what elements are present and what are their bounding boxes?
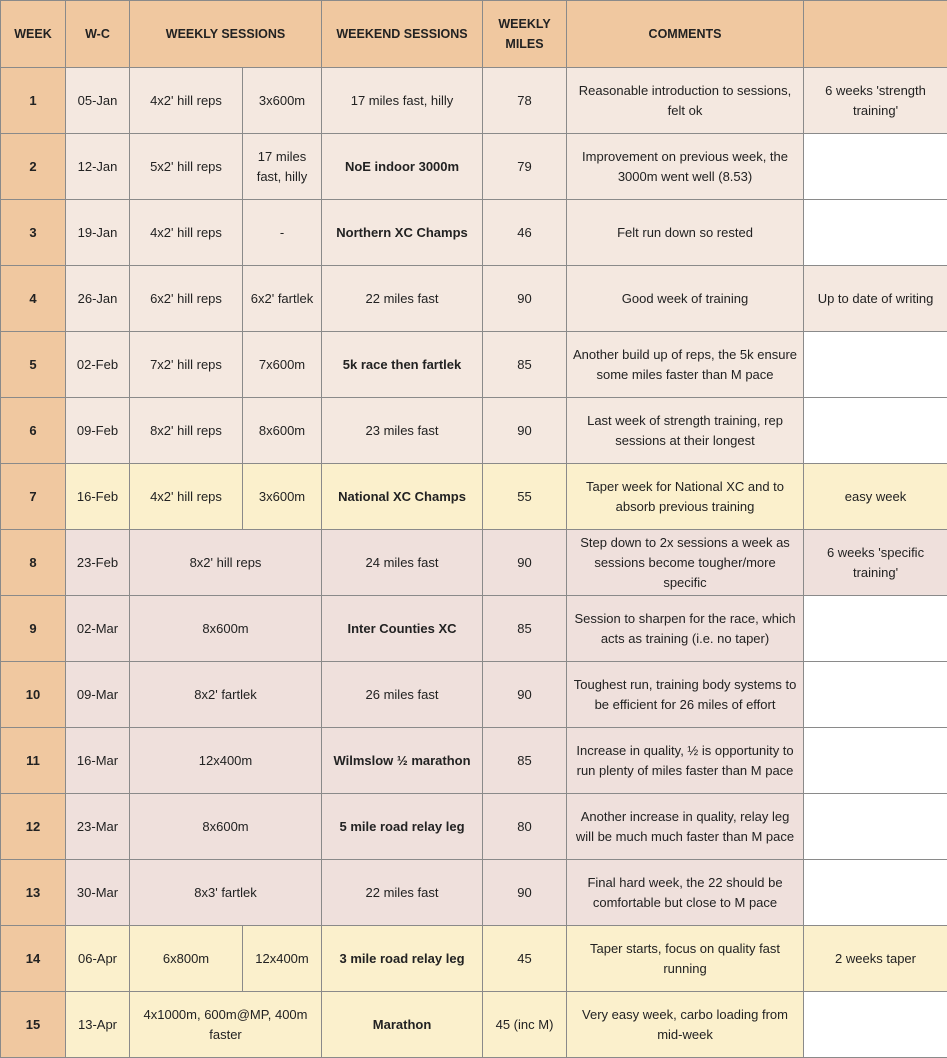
weekly-miles: 90: [483, 860, 567, 926]
comment: Increase in quality, ½ is opportunity to run plenty of miles faster than M pace: [567, 728, 804, 794]
week-commencing: 30-Mar: [66, 860, 130, 926]
header-row: [1, 1, 947, 68]
week-commencing: 23-Feb: [66, 530, 130, 596]
weekly-session-1: 6x800m: [130, 926, 243, 992]
weekly-miles: 90: [483, 530, 567, 596]
phase-note: [804, 200, 947, 266]
weekend-session: 5k race then fartlek: [322, 332, 483, 398]
weekend-session: Wilmslow ½ marathon: [322, 728, 483, 794]
weekly-session-2: 3x600m: [243, 68, 322, 134]
week-commencing: 02-Mar: [66, 596, 130, 662]
weekly-miles: 85: [483, 332, 567, 398]
weekly-miles: 55: [483, 464, 567, 530]
weekly-session-1: 8x2' hill reps: [130, 398, 243, 464]
week-commencing: 26-Jan: [66, 266, 130, 332]
week-commencing: 05-Jan: [66, 68, 130, 134]
comment: Very easy week, carbo loading from mid-week: [567, 992, 804, 1058]
weekly-miles: 85: [483, 728, 567, 794]
weekend-session: 22 miles fast: [322, 266, 483, 332]
week-number: 10: [1, 662, 66, 728]
comment: Toughest run, training body systems to be efficient for 26 miles of effort: [567, 662, 804, 728]
weekly-session-2: 7x600m: [243, 332, 322, 398]
phase-note: 6 weeks 'strength training': [804, 68, 947, 134]
comment: Another increase in quality, relay leg will be much much faster than M pace: [567, 794, 804, 860]
weekend-session: National XC Champs: [322, 464, 483, 530]
header-weekly-miles: [483, 1, 567, 68]
weekly-session-2: 3x600m: [243, 464, 322, 530]
weekly-miles: 85: [483, 596, 567, 662]
table-row: [1, 926, 947, 992]
weekly-miles: 90: [483, 266, 567, 332]
weekend-session: 24 miles fast: [322, 530, 483, 596]
week-number: 7: [1, 464, 66, 530]
table-row: [1, 68, 947, 134]
phase-note: Up to date of writing: [804, 266, 947, 332]
weekly-session-2: 6x2' fartlek: [243, 266, 322, 332]
table-row: [1, 794, 947, 860]
table-row: [1, 728, 947, 794]
phase-note: [804, 860, 947, 926]
weekly-miles: 78: [483, 68, 567, 134]
week-number: 11: [1, 728, 66, 794]
table-row: [1, 200, 947, 266]
header-weekend-sessions: WEEKEND SESSIONS: [322, 1, 483, 68]
comment: Last week of strength training, rep sessions at their longest: [567, 398, 804, 464]
comment: Session to sharpen for the race, which acts as training (i.e. no taper): [567, 596, 804, 662]
week-commencing: 02-Feb: [66, 332, 130, 398]
week-number: 12: [1, 794, 66, 860]
weekend-session: 3 mile road relay leg: [322, 926, 483, 992]
week-number: 15: [1, 992, 66, 1058]
table-row: [1, 530, 947, 596]
week-commencing: 06-Apr: [66, 926, 130, 992]
weekly-session-1: 4x2' hill reps: [130, 68, 243, 134]
week-number: 3: [1, 200, 66, 266]
header-weekly-sessions: WEEKLY SESSIONS: [130, 1, 322, 68]
weekly-session: 8x3' fartlek: [130, 860, 322, 926]
table-row: [1, 398, 947, 464]
table-row: [1, 266, 947, 332]
comment: Taper starts, focus on quality fast running: [567, 926, 804, 992]
phase-note: [804, 992, 947, 1058]
phase-note: [804, 662, 947, 728]
weekly-session-2: 17 miles fast, hilly: [243, 134, 322, 200]
comment: Reasonable introduction to sessions, felt ok: [567, 68, 804, 134]
weekend-session: Northern XC Champs: [322, 200, 483, 266]
phase-note: easy week: [804, 464, 947, 530]
weekend-session: 26 miles fast: [322, 662, 483, 728]
weekly-session: 4x1000m, 600m@MP, 400m faster: [130, 992, 322, 1058]
weekly-session: 8x2' fartlek: [130, 662, 322, 728]
weekly-session-1: 5x2' hill reps: [130, 134, 243, 200]
weekly-session-2: 8x600m: [243, 398, 322, 464]
weekly-miles: 80: [483, 794, 567, 860]
weekly-miles: 79: [483, 134, 567, 200]
phase-note: [804, 728, 947, 794]
phase-note: [804, 134, 947, 200]
header-wc: W-C: [66, 1, 130, 68]
table-row: [1, 992, 947, 1058]
weekly-session-2: -: [243, 200, 322, 266]
comment: Step down to 2x sessions a week as sessions become tougher/more specific: [567, 530, 804, 596]
comment: Good week of training: [567, 266, 804, 332]
week-commencing: 16-Feb: [66, 464, 130, 530]
phase-note: 2 weeks taper: [804, 926, 947, 992]
phase-note: [804, 332, 947, 398]
comment: Improvement on previous week, the 3000m went well (8.53): [567, 134, 804, 200]
weekly-session-1: 4x2' hill reps: [130, 200, 243, 266]
week-commencing: 16-Mar: [66, 728, 130, 794]
week-commencing: 12-Jan: [66, 134, 130, 200]
week-commencing: 19-Jan: [66, 200, 130, 266]
week-number: 2: [1, 134, 66, 200]
weekend-session: Marathon: [322, 992, 483, 1058]
week-commencing: 13-Apr: [66, 992, 130, 1058]
weekly-miles: 90: [483, 398, 567, 464]
week-number: 4: [1, 266, 66, 332]
header-phase: [804, 1, 947, 68]
week-number: 6: [1, 398, 66, 464]
weekly-session: 12x400m: [130, 728, 322, 794]
week-commencing: 23-Mar: [66, 794, 130, 860]
weekend-session: Inter Counties XC: [322, 596, 483, 662]
table-row: [1, 860, 947, 926]
weekend-session: 5 mile road relay leg: [322, 794, 483, 860]
header-week: WEEK: [1, 1, 66, 68]
week-commencing: 09-Feb: [66, 398, 130, 464]
weekly-session: 8x600m: [130, 596, 322, 662]
table-row: [1, 596, 947, 662]
week-commencing: 09-Mar: [66, 662, 130, 728]
weekly-session-2: 12x400m: [243, 926, 322, 992]
comment: Felt run down so rested: [567, 200, 804, 266]
weekly-miles: 46: [483, 200, 567, 266]
weekly-session-1: 7x2' hill reps: [130, 332, 243, 398]
table-row: [1, 332, 947, 398]
week-number: 8: [1, 530, 66, 596]
table-row: [1, 662, 947, 728]
weekly-session: 8x2' hill reps: [130, 530, 322, 596]
weekend-session: 23 miles fast: [322, 398, 483, 464]
table-row: [1, 134, 947, 200]
weekly-miles: 90: [483, 662, 567, 728]
weekend-session: 17 miles fast, hilly: [322, 68, 483, 134]
weekly-session: 8x600m: [130, 794, 322, 860]
week-number: 14: [1, 926, 66, 992]
weekly-miles: 45: [483, 926, 567, 992]
phase-note: [804, 596, 947, 662]
phase-note: [804, 398, 947, 464]
comment: Another build up of reps, the 5k ensure some miles faster than M pace: [567, 332, 804, 398]
comment: Final hard week, the 22 should be comfortable but close to M pace: [567, 860, 804, 926]
weekly-miles: 45 (inc M): [483, 992, 567, 1058]
header-comments: COMMENTS: [567, 1, 804, 68]
week-number: 5: [1, 332, 66, 398]
weekend-session: 22 miles fast: [322, 860, 483, 926]
weekly-session-1: 4x2' hill reps: [130, 464, 243, 530]
header-weekly-miles-line2: MILES: [505, 37, 543, 51]
week-number: 1: [1, 68, 66, 134]
phase-note: [804, 794, 947, 860]
plan-body: [1, 68, 947, 1058]
week-number: 9: [1, 596, 66, 662]
phase-note: 6 weeks 'specific training': [804, 530, 947, 596]
weekly-session-1: 6x2' hill reps: [130, 266, 243, 332]
comment: Taper week for National XC and to absorb previous training: [567, 464, 804, 530]
weekend-session: NoE indoor 3000m: [322, 134, 483, 200]
week-number: 13: [1, 860, 66, 926]
header-weekly-miles-line1: WEEKLY: [498, 17, 550, 31]
table-row: [1, 464, 947, 530]
